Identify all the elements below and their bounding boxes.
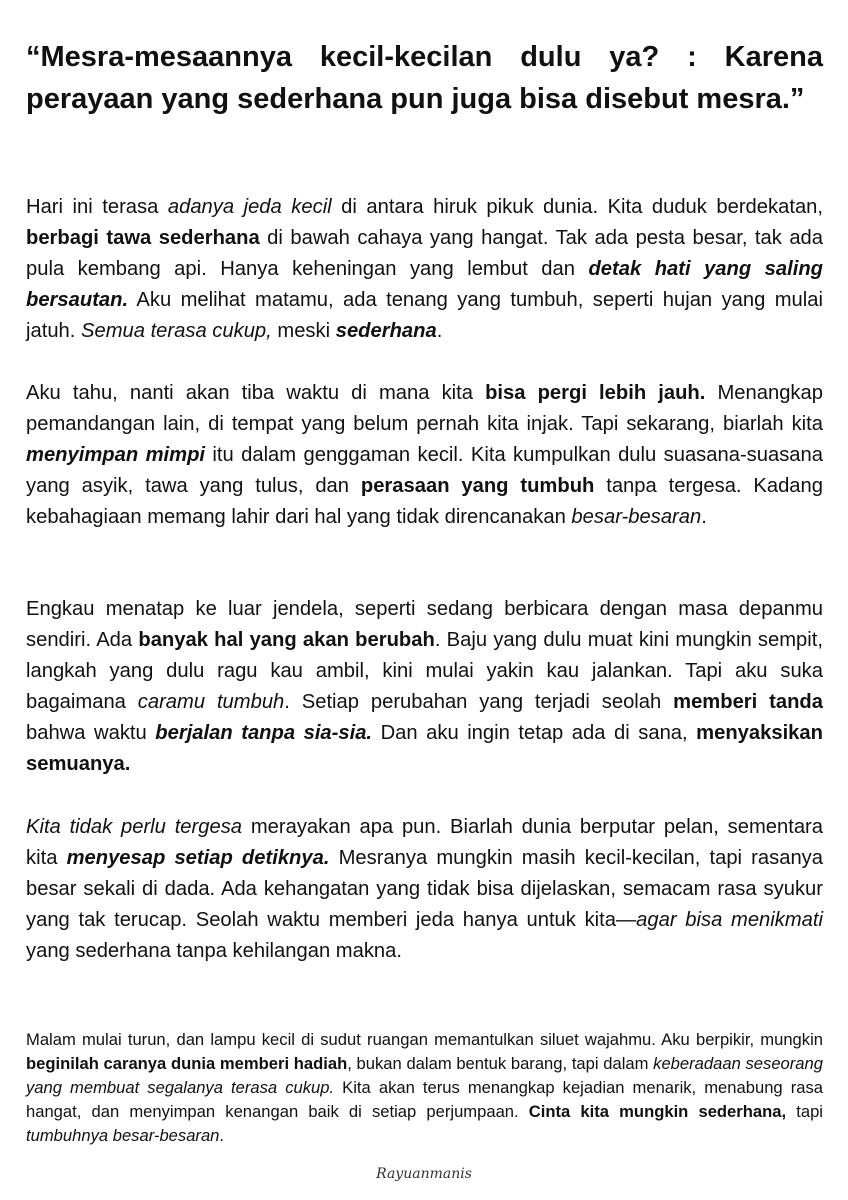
text-run: bahwa waktu (26, 722, 156, 744)
text-run: , bukan dalam bentuk barang, tapi dalam (347, 1054, 654, 1073)
bold-italic-text-run: sederhana (335, 320, 437, 342)
text-run: Aku tahu, nanti akan tiba waktu di mana kita (26, 382, 486, 404)
author-signature: Rayuanmanis (376, 1166, 472, 1182)
text-run: Dan aku ingin tetap ada di sana, (372, 722, 697, 744)
bold-text-run: Cinta kita mungkin sederhana, (528, 1102, 787, 1121)
paragraph-4 (26, 812, 823, 967)
bold-text-run: bisa pergi lebih jauh. (485, 382, 706, 404)
text-run: Engkau menatap ke luar jendela, seperti sedang berbicara dengan masa depanmu sendiri. Ada (26, 598, 823, 651)
document-title: “Mesra-mesaannya kecil-kecilan dulu ya? : Karena perayaan yang sederhana pun juga bisa disebut mesra.” (26, 41, 823, 115)
text-run: . (701, 506, 707, 528)
italic-text-run: Kita tidak perlu tergesa (26, 816, 243, 838)
text-run: Menangkap pemandangan lain, di tempat yang belum pernah kita injak. Tapi sekarang, biarlah kita (26, 382, 823, 435)
paragraph-5 (26, 1028, 823, 1148)
italic-text-run: tumbuhnya besar-besaran (26, 1126, 220, 1145)
text-run: Malam mulai turun, dan lampu kecil di sudut ruangan memantulkan siluet wajahmu. Aku berpikir, mungkin (26, 1030, 823, 1049)
bold-text-run: memberi tanda (673, 691, 823, 713)
text-run: Kita akan terus menangkap kejadian menarik, menabung rasa hangat, dan menyimpan kenangan baik di setiap perjumpaan. (26, 1078, 824, 1121)
bold-text-run: berbagi tawa sederhana (26, 227, 260, 249)
italic-text-run: agar bisa menikmati (636, 909, 823, 931)
bold-italic-text-run: menyimpan mimpi (26, 444, 206, 466)
bold-italic-text-run: detak hati yang saling bersautan. (26, 258, 824, 311)
text-run: . Setiap perubahan yang terjadi seolah (284, 691, 674, 713)
text-run: merayakan apa pun. Biarlah dunia berputar pelan, sementara kita (26, 816, 823, 869)
text-run: Mesranya mungkin masih kecil-kecilan, tapi rasanya besar sekali di dada. Ada kehangatan yang tidak bisa dijelaskan, semacam rasa syukur yang tak terucap. Seolah waktu memberi jeda hanya untuk kita— (26, 847, 823, 931)
text-run: tapi (786, 1102, 823, 1121)
text-run: itu dalam genggaman kecil. Kita kumpulkan dulu suasana-suasana yang asyik, tawa yang tulus, dan (26, 444, 823, 497)
text-run: yang sederhana tanpa kehilangan makna. (26, 940, 402, 962)
bold-text-run: banyak hal yang akan berubah (138, 629, 435, 651)
text-run: di bawah cahaya yang hangat. Tak ada pesta besar, tak ada pula kembang api. Hanya keheningan yang lembut dan (26, 227, 824, 280)
italic-text-run: caramu tumbuh (137, 691, 285, 713)
bold-text-run: menyaksikan semuanya. (26, 722, 823, 775)
italic-text-run: Semua terasa cukup, (81, 320, 272, 342)
italic-text-run: besar-besaran (571, 506, 702, 528)
italic-text-run: keberadaan seseorang yang membuat segalanya terasa cukup. (26, 1054, 823, 1097)
bold-italic-text-run: menyesap setiap detiknya. (66, 847, 330, 869)
paragraph-2 (26, 378, 823, 533)
text-run: . (219, 1126, 225, 1145)
text-run: tanpa tergesa. Kadang kebahagiaan memang lahir dari hal yang tidak direncanakan (26, 475, 823, 528)
text-run: . Baju yang dulu muat kini mungkin sempit, langkah yang dulu ragu kau ambil, kini mulai yakin kau jalankan. Tapi aku suka bagaimana (26, 629, 823, 713)
text-run: meski (271, 320, 336, 342)
text-run: di antara hiruk pikuk dunia. Kita duduk berdekatan, (331, 196, 824, 218)
bold-text-run: perasaan yang tumbuh (360, 475, 595, 497)
text-run: . (436, 320, 443, 342)
paragraph-1 (26, 192, 823, 347)
bold-text-run: beginilah caranya dunia memberi hadiah (26, 1054, 348, 1073)
text-run: Aku melihat matamu, ada tenang yang tumbuh, seperti hujan yang mulai jatuh. (26, 289, 823, 342)
bold-italic-text-run: berjalan tanpa sia-sia. (155, 722, 373, 744)
text-run: Hari ini terasa (26, 196, 168, 218)
paragraph-3 (26, 594, 823, 780)
italic-text-run: adanya jeda kecil (167, 196, 332, 218)
